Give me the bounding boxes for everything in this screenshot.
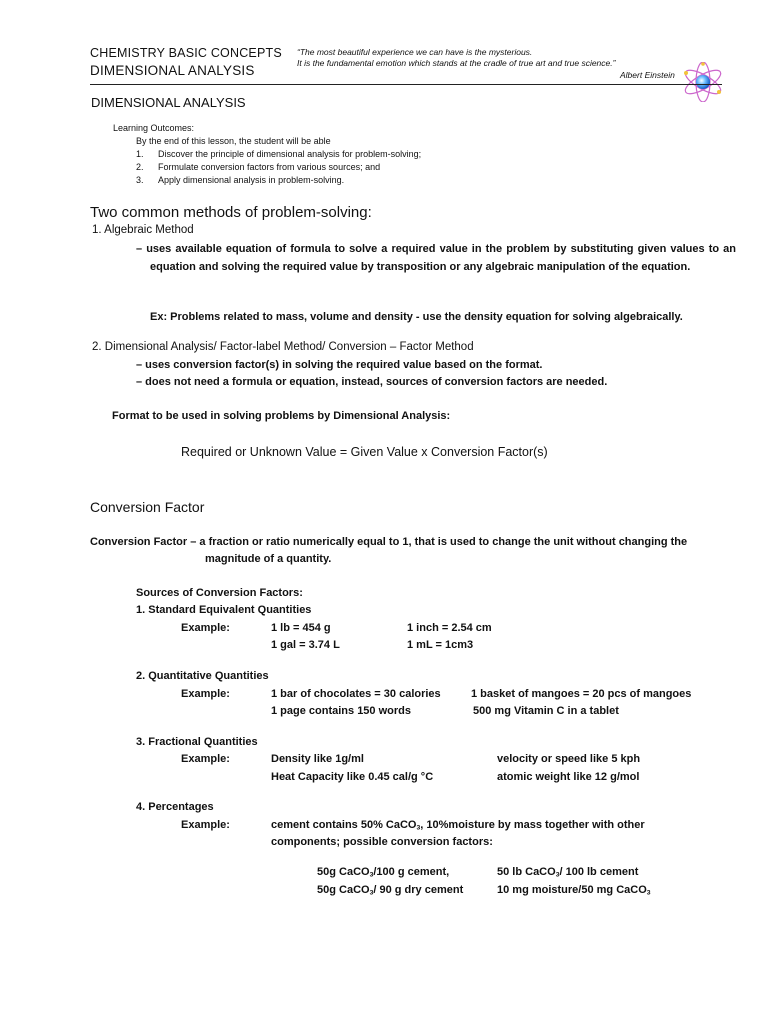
method1-description: – uses available equation of formula to solve a required value in the problem by substituting given values to an equation and solving the required value by transposition or any algebraic manipulation of the equation. <box>136 243 736 273</box>
method2-line1: – uses conversion factor(s) in solving the required value based on the format. <box>136 359 543 371</box>
conversion-heading: Conversion Factor <box>90 499 205 515</box>
learning-outcomes-heading: Learning Outcomes: <box>113 123 195 133</box>
source3-value: atomic weight like 12 g/mol <box>497 771 640 783</box>
outcome-number: 2. <box>136 162 144 172</box>
learning-outcomes-intro: By the end of this lesson, the student will be able <box>136 136 331 146</box>
page-title: DIMENSIONAL ANALYSIS <box>91 95 246 110</box>
example-label: Example: <box>181 819 230 831</box>
header-divider <box>90 84 722 85</box>
source1-title: 1. Standard Equivalent Quantities <box>136 604 312 616</box>
source4-line1: cement contains 50% CaCO$_3$, 10%moisture by mass together with other <box>271 819 645 832</box>
source3-value: Heat Capacity like 0.45 cal/g °C <box>271 771 434 783</box>
header-title-line2: DIMENSIONAL ANALYSIS <box>90 63 255 78</box>
source3-title: 3. Fractional Quantities <box>136 736 258 748</box>
atom-icon <box>678 62 728 102</box>
conversion-factor-example: 50g CaCO$_3$/100 g cement, <box>317 866 450 879</box>
method1-example: Ex: Problems related to mass, volume and density - use the density equation for solving algebraically. <box>150 311 683 323</box>
quote-line2: It is the fundamental emotion which stands at the cradle of true art and true science.” <box>297 58 616 68</box>
methods-heading: Two common methods of problem-solving: <box>90 204 372 221</box>
method2-title: 2. Dimensional Analysis/ Factor-label Method/ Conversion – Factor Method <box>92 341 474 353</box>
formula: Required or Unknown Value = Given Value x Conversion Factor(s) <box>181 445 548 459</box>
conversion-definition-line1: Conversion Factor – a fraction or ratio numerically equal to 1, that is used to change the unit without changing the <box>90 536 688 548</box>
source3-value: velocity or speed like 5 kph <box>497 753 641 765</box>
outcome-number: 1. <box>136 149 144 159</box>
source4-line2: components; possible conversion factors: <box>271 836 493 848</box>
outcome-text: Apply dimensional analysis in problem-solving. <box>158 175 345 185</box>
outcome-text: Formulate conversion factors from various sources; and <box>158 162 381 172</box>
outcome-number: 3. <box>136 175 144 185</box>
source2-title: 2. Quantitative Quantities <box>136 670 269 682</box>
quote-author: Albert Einstein <box>620 70 675 80</box>
source2-value: 1 page contains 150 words <box>271 705 411 717</box>
method1-title: 1. Algebraic Method <box>92 224 194 236</box>
source1-value: 1 lb = 454 g <box>271 622 331 634</box>
source1-value: 1 mL = 1cm3 <box>407 639 474 651</box>
example-label: Example: <box>181 622 230 634</box>
header-title-line1: CHEMISTRY BASIC CONCEPTS <box>90 46 282 60</box>
outcome-text: Discover the principle of dimensional analysis for problem-solving; <box>158 149 422 159</box>
conversion-factor-example: 50 lb CaCO$_3$/ 100 lb cement <box>497 866 639 879</box>
source1-value: 1 inch = 2.54 cm <box>407 622 492 634</box>
source4-title: 4. Percentages <box>136 801 214 813</box>
example-label: Example: <box>181 753 230 765</box>
conversion-factor-example: 50g CaCO$_3$/ 90 g dry cement <box>317 884 464 897</box>
sources-heading: Sources of Conversion Factors: <box>136 587 303 599</box>
quote-line1: “The most beautiful experience we can have is the mysterious. <box>297 47 533 57</box>
source2-value: 500 mg Vitamin C in a tablet <box>473 705 619 717</box>
source1-value: 1 gal = 3.74 L <box>271 639 340 651</box>
conversion-definition-line2: magnitude of a quantity. <box>205 553 332 565</box>
source2-value: 1 bar of chocolates = 30 calories <box>271 688 441 700</box>
source3-value: Density like 1g/ml <box>271 753 364 765</box>
example-label: Example: <box>181 688 230 700</box>
conversion-factor-example: 10 mg moisture/50 mg CaCO$_3$ <box>497 884 651 897</box>
format-label: Format to be used in solving problems by Dimensional Analysis: <box>112 410 451 422</box>
method2-line2: – does not need a formula or equation, instead, sources of conversion factors are needed. <box>136 376 608 388</box>
source2-value: 1 basket of mangoes = 20 pcs of mangoes <box>471 688 692 700</box>
